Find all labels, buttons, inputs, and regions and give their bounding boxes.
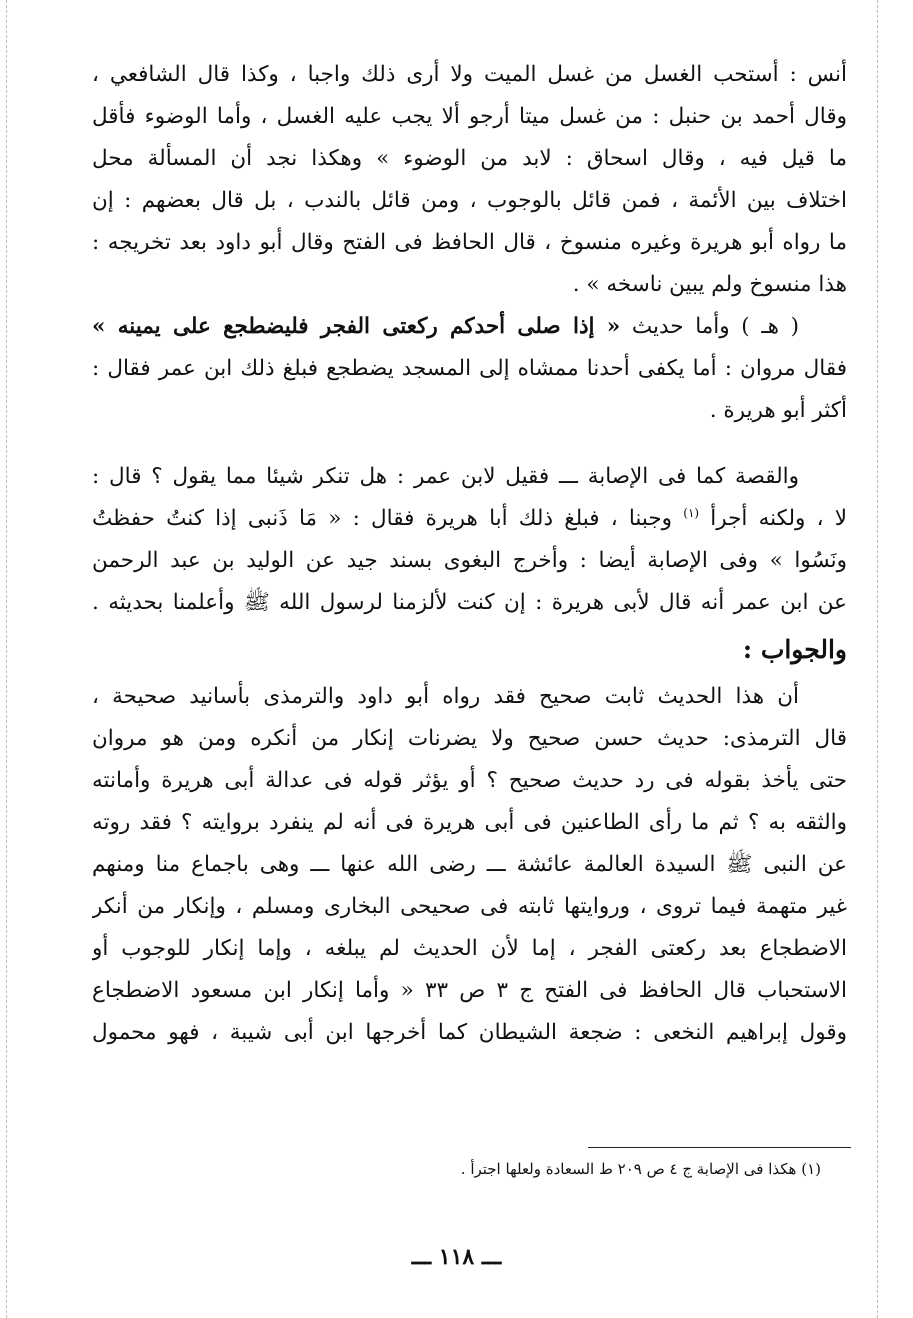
text-line: قال الترمذى: حديث حسن صحيح ولا يضرنات إنكار من أنكره ومن هو مروان <box>92 726 847 751</box>
main-text <box>92 54 847 1054</box>
text-line: الاضطجاع بعد ركعتى الفجر ، إما لأن الحديث لم يبلغه ، وإما إنكار للوجوب أو <box>92 936 847 961</box>
page-number: ـــ ١١٨ ـــ <box>411 1244 502 1270</box>
text-line: وقول إبراهيم النخعى : ضجعة الشيطان كما أخرجها ابن أبى شيبة ، فهو محمول <box>92 1020 847 1045</box>
text-line: أنس : أستحب الغسل من غسل الميت ولا أرى ذلك واجبا ، وكذا قال الشافعي ، <box>92 62 847 87</box>
story-line-part: لا ، ولكنه أجرأ <box>710 506 847 531</box>
left-margin-guide <box>6 0 7 1318</box>
text-line: ما رواه أبو هريرة وغيره منسوخ ، قال الحافظ فى الفتح وقال أبو داود بعد تخريجه : <box>92 230 847 255</box>
text-line: أكثر أبو هريرة . <box>709 398 847 423</box>
text-line: الاستحباب قال الحافظ فى الفتح ج ٣ ص ٣٣ « وأما إنكار ابن مسعود الاضطجاع <box>92 978 847 1003</box>
text-line: أن هذا الحديث ثابت صحيح فقد رواه أبو داود والترمذى بأسانيد صحيحة ، <box>92 684 799 709</box>
hadith-intro: ( هـ ) وأما حديث <box>631 314 799 339</box>
hadith-quote: « إذا صلى أحدكم ركعتى الفجر فليضطجع على يمينه » <box>92 314 621 339</box>
footnote-reference: (١) <box>683 505 700 520</box>
hadith-line <box>92 306 847 348</box>
text-line: هذا منسوخ ولم يبين ناسخه » . <box>572 272 847 297</box>
paragraph-gap <box>92 432 847 456</box>
answer-heading: والجواب : <box>742 635 847 664</box>
text-line: غير متهمة فيما تروى ، وروايتها ثابته فى صحيحى البخارى ومسلم ، وإنكار من أنكر <box>92 894 847 919</box>
text-line: ما قيل فيه ، وقال اسحاق : لابد من الوضوء » وهكذا نجد أن المسألة محل <box>92 146 847 171</box>
text-line: والثقه به ؟ ثم ما رأى الطاعنين فى أبى هريرة فى أنه لم ينفرد بروايته ؟ فقد روته <box>92 810 847 835</box>
text-line-with-footnote <box>92 498 847 540</box>
text-line: فقال مروان : أما يكفى أحدنا ممشاه إلى المسجد يضطجع فبلغ ذلك ابن عمر فقال : <box>92 356 847 381</box>
text-line: عن ابن عمر أنه قال لأبى هريرة : إن كنت لألزمنا لرسول الله ﷺ وأعلمنا بحديثه . <box>92 590 847 615</box>
footnote: (١) هكذا فى الإصابة ج ٤ ص ٢٠٩ ط السعادة ولعلها اجترأ . <box>460 1160 821 1178</box>
text-line: والقصة كما فى الإصابة ـــ فقيل لابن عمر : هل تنكر شيئا مما يقول ؟ قال : <box>92 464 799 489</box>
text-line: عن النبى ﷺ السيدة العالمة عائشة ـــ رضى الله عنها ـــ وهى باجماع منا ومنهم <box>92 852 847 877</box>
footnote-divider <box>588 1147 851 1148</box>
text-line: ونَسُوا » وفى الإصابة أيضا : وأخرج البغوى بسند جيد عن الوليد بن عبد الرحمن <box>92 548 847 573</box>
text-line: حتى يأخذ بقوله فى رد حديث صحيح ؟ أو يؤثر قوله فى عدالة أبى هريرة وأمانته <box>92 768 847 793</box>
right-margin-guide <box>877 0 878 1318</box>
story-line-part: وجبنا ، فبلغ ذلك أبا هريرة فقال : « مَا ذَنبى إذا كنتُ حفظتُ <box>92 506 673 531</box>
text-line: وقال أحمد بن حنبل : من غسل ميتا أرجو ألا يجب عليه الغسل ، وأما الوضوء فأقل <box>92 104 847 129</box>
text-line: اختلاف بين الأئمة ، فمن قائل بالوجوب ، ومن قائل بالندب ، بل قال بعضهم : إن <box>92 188 847 213</box>
